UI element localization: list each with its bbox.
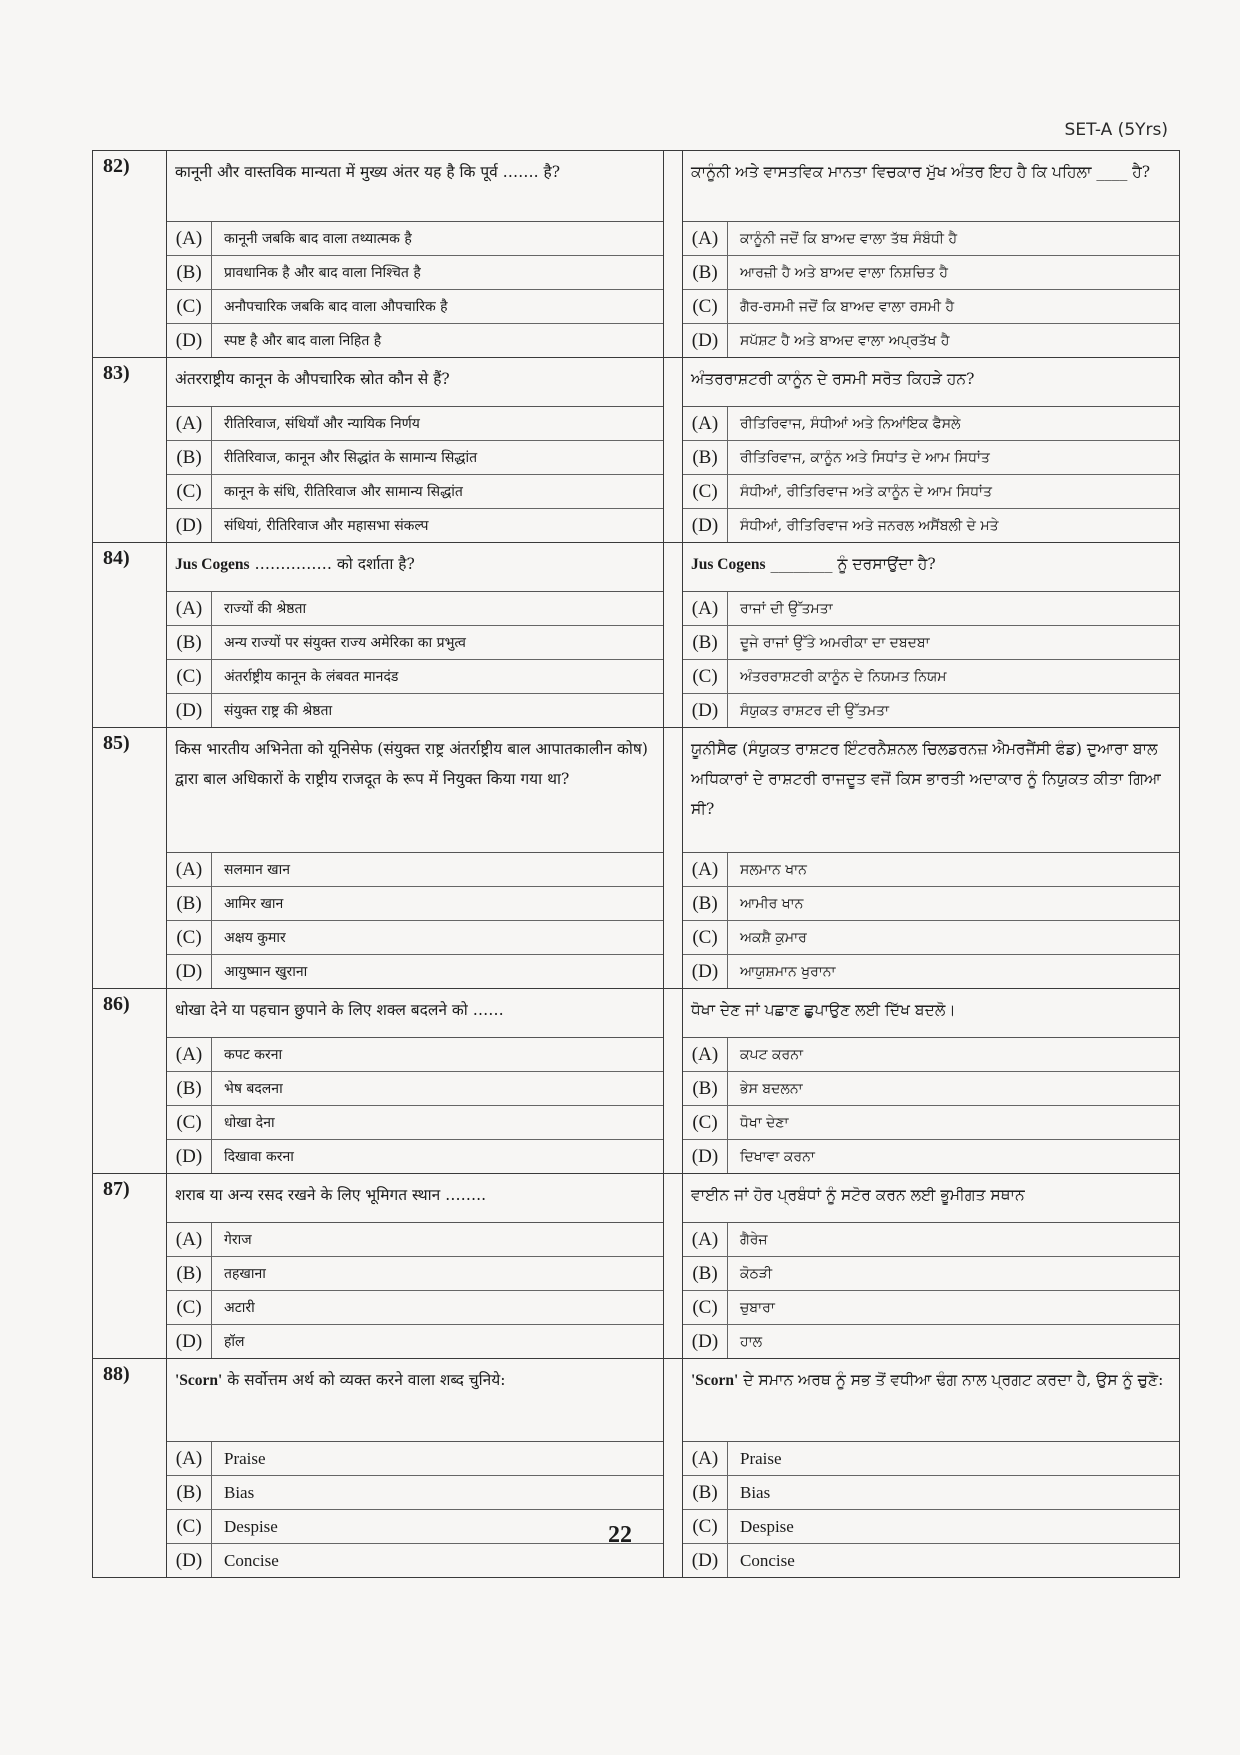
option-letter: (C) [683,1291,728,1324]
option-c [167,1106,663,1140]
option-text: भेष बदलना [224,1081,283,1097]
option-text: कानूनी जबकि बाद वाला तथ्यात्मक है [224,231,412,247]
option-letter: (C) [167,921,212,954]
option-d [167,1325,663,1358]
option-d [683,955,1179,988]
punjabi-column [682,358,1179,542]
option-letter: (A) [683,853,728,886]
option-letter: (C) [167,660,212,693]
option-text: ਰਾਜਾਂ ਦੀ ਉੱਤਮਤਾ [740,600,833,617]
option-b [683,1257,1179,1291]
question-text-hindi [167,989,663,1038]
question-stem: ਧੋਖਾ ਦੇਣ ਜਾਂ ਪਛਾਣ ਛੁਪਾਉਣ ਲਈ ਦਿੱਖ ਬਦਲੋ। [691,1001,956,1019]
option-letter: (A) [167,592,212,625]
option-text: तहखाना [224,1266,266,1282]
option-letter: (C) [683,290,728,323]
option-b [167,887,663,921]
option-d [167,955,663,988]
option-b [683,256,1179,290]
question-number: 82) [93,151,167,357]
option-letter: (A) [683,1223,728,1256]
option-a [167,1038,663,1072]
question-stem: ਅੰਤਰਰਾਸ਼ਟਰੀ ਕਾਨੂੰਨ ਦੇ ਰਸਮੀ ਸਰੋਤ ਕਿਹੜੇ ਹਨ? [691,370,975,388]
question-stem: ________ ਨੂੰ ਦਰਸਾਉਂਦਾ ਹੈ? [765,555,936,573]
option-letter: (D) [683,1544,728,1577]
punjabi-column [682,543,1179,727]
question-stem: के सर्वोत्तम अर्थ को व्यक्त करने वाला शब्द चुनिये: [222,1371,506,1389]
question-text-punjabi [683,543,1179,592]
option-text: प्रावधानिक है और बाद वाला निश्चित है [224,265,421,281]
question-text-hindi [167,1174,663,1223]
option-letter: (B) [683,1476,728,1509]
hindi-column [167,543,664,727]
option-letter: (A) [167,1038,212,1071]
option-letter: (C) [683,921,728,954]
option-letter: (D) [167,694,212,727]
option-text: Concise [224,1550,279,1570]
option-letter: (A) [167,853,212,886]
option-letter: (D) [167,955,212,988]
option-text: अटारी [224,1300,255,1316]
option-text: Despise [224,1516,278,1536]
question-text-punjabi [683,1359,1179,1442]
option-letter: (A) [167,1223,212,1256]
option-letter: (B) [167,441,212,474]
option-letter: (D) [167,1325,212,1358]
option-b [167,1476,663,1510]
option-text: गेराज [224,1232,252,1248]
option-text: Bias [224,1482,255,1502]
option-text: राज्यों की श्रेष्ठता [224,601,307,617]
option-text: सलमान खान [224,862,291,878]
option-text: Despise [740,1516,794,1536]
question-stem: ਕਾਨੂੰਨੀ ਅਤੇ ਵਾਸਤਵਿਕ ਮਾਨਤਾ ਵਿਚਕਾਰ ਮੁੱਖ ਅੰਤਰ ਇਹ ਹੈ ਕਿ ਪਹਿਲਾ ____ ਹੈ? [691,163,1151,181]
option-text: आयुष्मान खुराना [224,964,308,980]
question-number: 83) [93,358,167,542]
option-text: ਸੰਯੁਕਤ ਰਾਸ਼ਟਰ ਦੀ ਉੱਤਮਤਾ [740,702,890,719]
option-letter: (B) [167,887,212,920]
option-text: ਕਪਟ ਕਰਨਾ [740,1046,803,1063]
question-text-hindi [167,728,663,853]
question-term: Jus Cogens [691,556,766,573]
question-text-punjabi [683,151,1179,222]
option-text: दिखावा करना [224,1149,294,1165]
option-text: ਧੋਖਾ ਦੇਣਾ [740,1114,789,1131]
option-c [167,475,663,509]
option-c [683,660,1179,694]
option-text: हॉल [224,1334,245,1350]
question-text-hindi [167,358,663,407]
hindi-column [167,1174,664,1358]
option-b [683,1476,1179,1510]
option-a [683,407,1179,441]
option-letter: (C) [167,1106,212,1139]
question-stem: …………… को दर्शाता है? [249,555,415,573]
question-row [93,1173,1179,1358]
option-text: ਆਰਜ਼ੀ ਹੈ ਅਤੇ ਬਾਅਦ ਵਾਲਾ ਨਿਸ਼ਚਿਤ ਹੈ [740,264,948,281]
question-table [92,150,1180,1578]
option-letter: (D) [683,1325,728,1358]
option-text: धोखा देना [224,1115,275,1131]
option-letter: (C) [167,1291,212,1324]
option-c [167,290,663,324]
option-d [683,694,1179,727]
question-stem: ਦੇ ਸਮਾਨ ਅਰਥ ਨੂੰ ਸਭ ਤੋਂ ਵਧੀਆ ਢੰਗ ਨਾਲ ਪ੍ਰਗਟ ਕਰਦਾ ਹੈ, ਉਸ ਨੂੰ ਚੁਣੋ: [738,1371,1164,1389]
option-d [167,1140,663,1173]
option-letter: (A) [683,407,728,440]
question-row [93,542,1179,727]
option-c [683,290,1179,324]
option-text: ਆਯੁਸ਼ਮਾਨ ਖੁਰਾਨਾ [740,963,836,980]
question-number: 84) [93,543,167,727]
question-row [93,151,1179,357]
option-a [167,407,663,441]
option-text: ਅੰਤਰਰਾਸ਼ਟਰੀ ਕਾਨੂੰਨ ਦੇ ਨਿਯਮਤ ਨਿਯਮ [740,668,947,685]
option-text: अनौपचारिक जबकि बाद वाला औपचारिक है [224,299,448,315]
punjabi-column [682,989,1179,1173]
option-text: ਕਾਨੂੰਨੀ ਜਦੋਂ ਕਿ ਬਾਅਦ ਵਾਲਾ ਤੱਥ ਸੰਬੰਧੀ ਹੈ [740,230,958,247]
question-row [93,727,1179,988]
option-text: अक्षय कुमार [224,930,286,946]
option-d [167,509,663,542]
option-text: अन्य राज्यों पर संयुक्त राज्य अमेरिका का प्रभुत्व [224,635,466,651]
option-c [683,1291,1179,1325]
option-b [167,626,663,660]
option-letter: (C) [167,475,212,508]
option-letter: (D) [683,509,728,542]
option-letter: (B) [167,256,212,289]
option-d [683,1140,1179,1173]
option-a [167,222,663,256]
question-stem: ਵਾਈਨ ਜਾਂ ਹੋਰ ਪ੍ਰਬੰਧਾਂ ਨੂੰ ਸਟੋਰ ਕਰਨ ਲਈ ਭੂਮੀਗਤ ਸਥਾਨ [691,1186,1025,1204]
option-text: ਕੋਠੜੀ [740,1265,773,1282]
option-c [167,660,663,694]
question-row [93,357,1179,542]
option-letter: (B) [167,1476,212,1509]
option-letter: (A) [683,1442,728,1475]
option-letter: (A) [683,222,728,255]
option-text: आमिर खान [224,896,284,912]
option-letter: (D) [167,1140,212,1173]
option-letter: (A) [683,592,728,625]
option-a [167,1442,663,1476]
option-letter: (A) [167,222,212,255]
option-letter: (B) [167,1072,212,1105]
option-b [683,887,1179,921]
option-b [167,1257,663,1291]
option-text: ਸੰਧੀਆਂ, ਰੀਤਿਰਿਵਾਜ ਅਤੇ ਜਨਰਲ ਅਸੈਂਬਲੀ ਦੇ ਮਤੇ [740,517,999,534]
option-c [683,921,1179,955]
option-text: ਗੈਰੇਜ [740,1231,768,1248]
option-letter: (B) [683,441,728,474]
page-number: 22 [608,1522,632,1548]
hindi-column [167,151,664,357]
punjabi-column [682,728,1179,988]
option-text: Bias [740,1482,771,1502]
question-text-punjabi [683,1174,1179,1223]
question-stem: अंतरराष्ट्रीय कानून के औपचारिक स्रोत कौन से हैं? [175,370,450,388]
option-text: ਹਾਲ [740,1333,763,1350]
option-text: स्पष्ट है और बाद वाला निहित है [224,333,382,349]
option-letter: (C) [167,290,212,323]
option-letter: (B) [167,626,212,659]
question-term: Jus Cogens [175,556,250,573]
option-a [167,853,663,887]
option-text: अंतर्राष्ट्रीय कानून के लंबवत मानदंड [224,669,399,685]
option-text: कानून के संधि, रीतिरिवाज और सामान्य सिद्धांत [224,484,463,500]
option-text: ਰੀਤਿਰਿਵਾਜ, ਸੰਧੀਆਂ ਅਤੇ ਨਿਆਂਇਕ ਫੈਸਲੇ [740,415,961,432]
option-letter: (B) [167,1257,212,1290]
option-letter: (B) [683,887,728,920]
option-a [683,222,1179,256]
option-text: ਸਲਮਾਨ ਖਾਨ [740,861,807,878]
option-a [683,1223,1179,1257]
punjabi-column [682,1174,1179,1358]
option-text: Praise [224,1448,266,1468]
question-stem: किस भारतीय अभिनेता को यूनिसेफ (संयुक्त राष्ट्र अंतर्राष्ट्रीय बाल आपातकालीन कोष) द्वारा बाल अधिकारों के राष्ट्रीय राजदूत के रूप में नियुक्त किया गया था? [175,740,648,788]
question-text-punjabi [683,728,1179,853]
question-text-punjabi [683,989,1179,1038]
option-text: ਦੂਜੇ ਰਾਜਾਂ ਉੱਤੇ ਅਮਰੀਕਾ ਦਾ ਦਬਦਬਾ [740,634,930,651]
question-text-punjabi [683,358,1179,407]
question-number: 85) [93,728,167,988]
hindi-column [167,358,664,542]
option-text: ਚੁਬਾਰਾ [740,1299,775,1316]
option-text: ਸਪੱਸ਼ਟ ਹੈ ਅਤੇ ਬਾਅਦ ਵਾਲਾ ਅਪ੍ਰਤੱਖ ਹੈ [740,332,950,349]
option-d [167,324,663,357]
option-c [167,1291,663,1325]
option-letter: (B) [683,626,728,659]
option-a [683,592,1179,626]
option-c [167,921,663,955]
hindi-column [167,989,664,1173]
option-letter: (A) [167,1442,212,1475]
question-text-hindi [167,543,663,592]
option-d [683,1325,1179,1358]
option-c [683,1106,1179,1140]
option-letter: (D) [167,1544,212,1577]
question-stem: ਯੂਨੀਸੈਫ (ਸੰਯੁਕਤ ਰਾਸ਼ਟਰ ਇੰਟਰਨੈਸ਼ਨਲ ਚਿਲਡਰਨਜ਼ ਐਮਰਜੈਂਸੀ ਫੰਡ) ਦੁਆਰਾ ਬਾਲ ਅਧਿਕਾਰਾਂ ਦੇ ਰਾਸ਼ਟਰੀ ਰਾਜਦੂਤ ਵਜੋਂ ਕਿਸ ਭਾਰਤੀ ਅਦਾਕਾਰ ਨੂੰ ਨਿਯੁਕਤ ਕੀਤਾ ਗਿਆ ਸੀ? [691,740,1161,818]
question-stem: शराब या अन्य रसद रखने के लिए भूमिगत स्थान …….. [175,1186,487,1204]
option-text: संधियां, रीतिरिवाज और महासभा संकल्प [224,518,429,534]
question-number: 87) [93,1174,167,1358]
question-term: 'Scorn' [691,1372,739,1389]
option-letter: (D) [683,955,728,988]
question-stem: धोखा देने या पहचान छुपाने के लिए शक्ल बदलने को …… [175,1001,504,1019]
option-letter: (D) [167,324,212,357]
option-letter: (C) [683,475,728,508]
option-letter: (B) [683,256,728,289]
option-b [683,1072,1179,1106]
option-letter: (D) [683,1140,728,1173]
option-d [683,509,1179,542]
option-b [683,441,1179,475]
set-label: SET-A (5Yrs) [1064,120,1168,140]
option-d [683,324,1179,357]
option-letter: (B) [683,1257,728,1290]
option-letter: (C) [683,1510,728,1543]
option-text: ਅਕਸ਼ੈ ਕੁਮਾਰ [740,929,807,946]
option-letter: (C) [683,660,728,693]
question-text-hindi [167,151,663,222]
option-text: रीतिरिवाज, कानून और सिद्धांत के सामान्य सिद्धांत [224,450,478,466]
punjabi-column [682,151,1179,357]
option-text: ਸੰਧੀਆਂ, ਰੀਤਿਰਿਵਾਜ ਅਤੇ ਕਾਨੂੰਨ ਦੇ ਆਮ ਸਿਧਾਂਤ [740,483,992,500]
option-letter: (B) [683,1072,728,1105]
option-letter: (C) [167,1510,212,1543]
option-a [167,1223,663,1257]
option-letter: (A) [167,407,212,440]
option-a [683,853,1179,887]
hindi-column [167,728,664,988]
option-c [683,475,1179,509]
option-letter: (C) [683,1106,728,1139]
option-b [167,1072,663,1106]
question-text-hindi [167,1359,663,1442]
option-a [683,1038,1179,1072]
question-number: 86) [93,989,167,1173]
option-text: रीतिरिवाज, संधियाँ और न्यायिक निर्णय [224,416,420,432]
option-text: कपट करना [224,1047,283,1063]
option-text: ਗੈਰ-ਰਸਮੀ ਜਦੋਂ ਕਿ ਬਾਅਦ ਵਾਲਾ ਰਸਮੀ ਹੈ [740,298,955,315]
option-text: ਰੀਤਿਰਿਵਾਜ, ਕਾਨੂੰਨ ਅਤੇ ਸਿਧਾਂਤ ਦੇ ਆਮ ਸਿਧਾਂਤ [740,449,990,466]
option-text: ਭੇਸ ਬਦਲਨਾ [740,1080,803,1097]
option-letter: (A) [683,1038,728,1071]
option-text: ਦਿਖਾਵਾ ਕਰਨਾ [740,1148,815,1165]
option-a [167,592,663,626]
question-number: 88) [93,1359,167,1577]
option-text: Concise [740,1550,795,1570]
option-letter: (D) [683,694,728,727]
option-b [167,256,663,290]
option-d [167,694,663,727]
question-term: 'Scorn' [175,1372,223,1389]
option-b [167,441,663,475]
option-b [683,626,1179,660]
option-text: संयुक्त राष्ट्र की श्रेष्ठता [224,703,333,719]
option-a [683,1442,1179,1476]
question-row [93,988,1179,1173]
option-letter: (D) [167,509,212,542]
option-text: ਆਮੀਰ ਖਾਨ [740,895,804,912]
option-text: Praise [740,1448,782,1468]
option-letter: (D) [683,324,728,357]
question-stem: कानूनी और वास्तविक मान्यता में मुख्य अंतर यह है कि पूर्व ……. है? [175,163,561,181]
